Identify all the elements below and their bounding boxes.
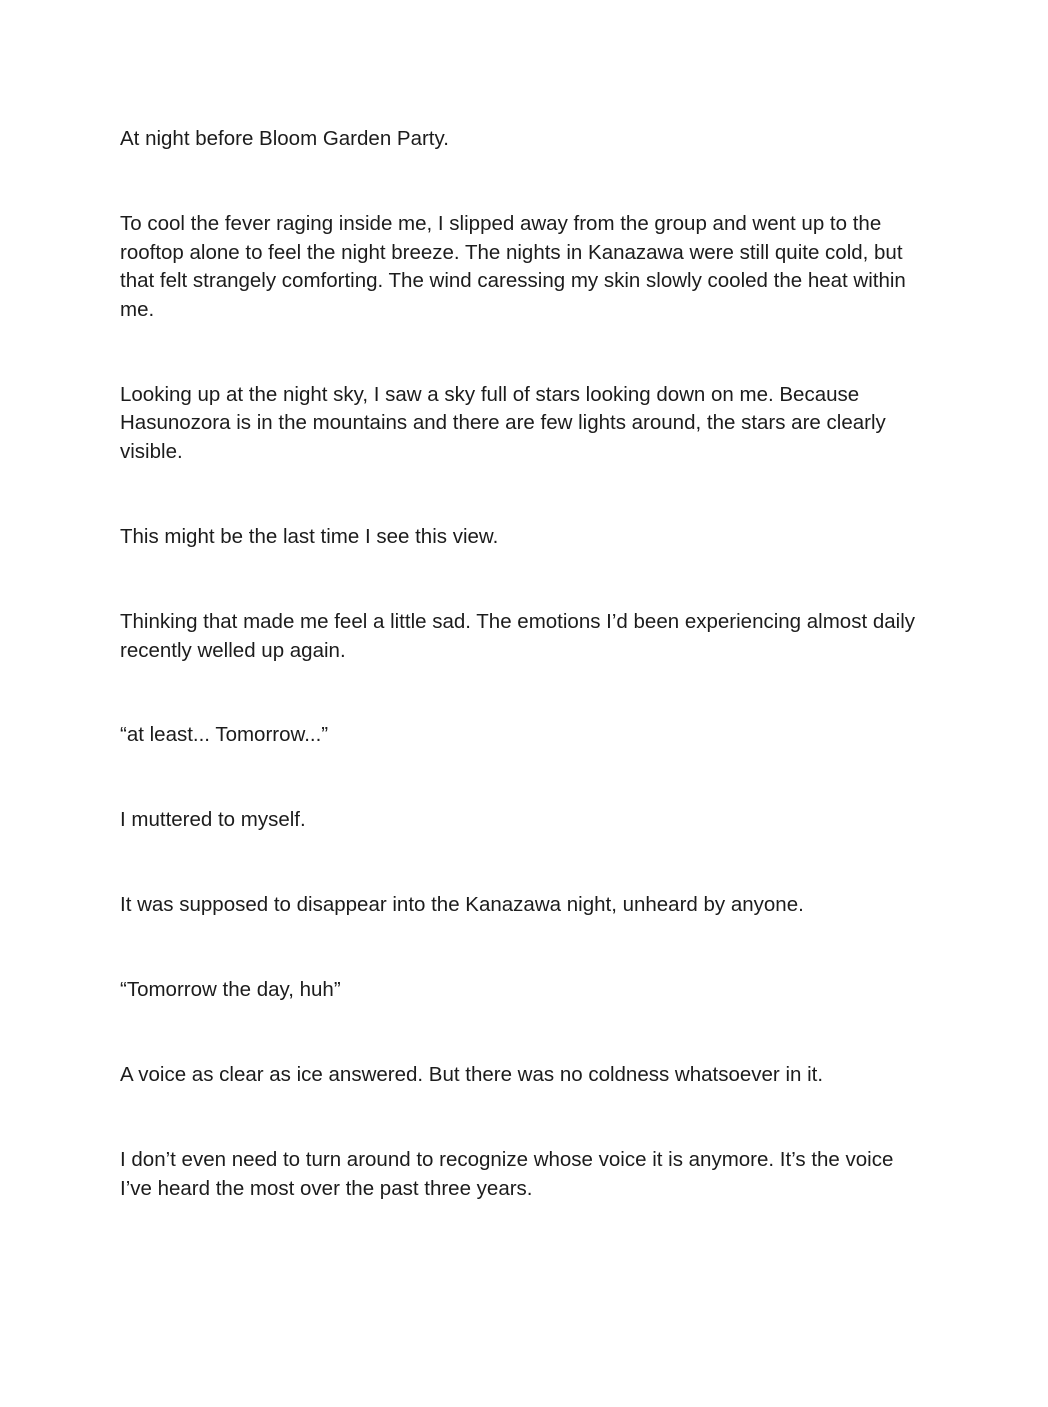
paragraph-5: Thinking that made me feel a little sad. The emotions I’d been experiencing almost daily recently welled up again. (120, 609, 916, 662)
paragraph-10: A voice as clear as ice answered. But there was no coldness whatsoever in it. (120, 1063, 824, 1087)
paragraph-7: I muttered to myself. (120, 808, 306, 832)
paragraph-9: “Tomorrow the day, huh” (120, 978, 341, 1002)
paragraph-3: Looking up at the night sky, I saw a sky full of stars looking down on me. Because Hasunozora is in the mountains and there are few lights around, the stars are clearly visible. (120, 382, 886, 463)
paragraph-11: I don’t even need to turn around to recognize whose voice it is anymore. It’s the voice I’ve heard the most over the past three years. (120, 1148, 894, 1200)
paragraph-8: It was supposed to disappear into the Kanazawa night, unheard by anyone. (120, 893, 804, 917)
paragraph-2: To cool the fever raging inside me, I slipped away from the group and went up to the rooftop alone to feel the night breeze. The nights in Kanazawa were still quite cold, but that felt strangely comforting. The wind caressing my skin slowly cooled the heat within me. (120, 211, 906, 321)
paragraph-1: At night before Bloom Garden Party. (120, 127, 449, 150)
paragraph-4: This might be the last time I see this view. (120, 524, 499, 548)
paragraph-6: “at least... Tomorrow...” (120, 723, 329, 747)
document-body (120, 125, 920, 1260)
